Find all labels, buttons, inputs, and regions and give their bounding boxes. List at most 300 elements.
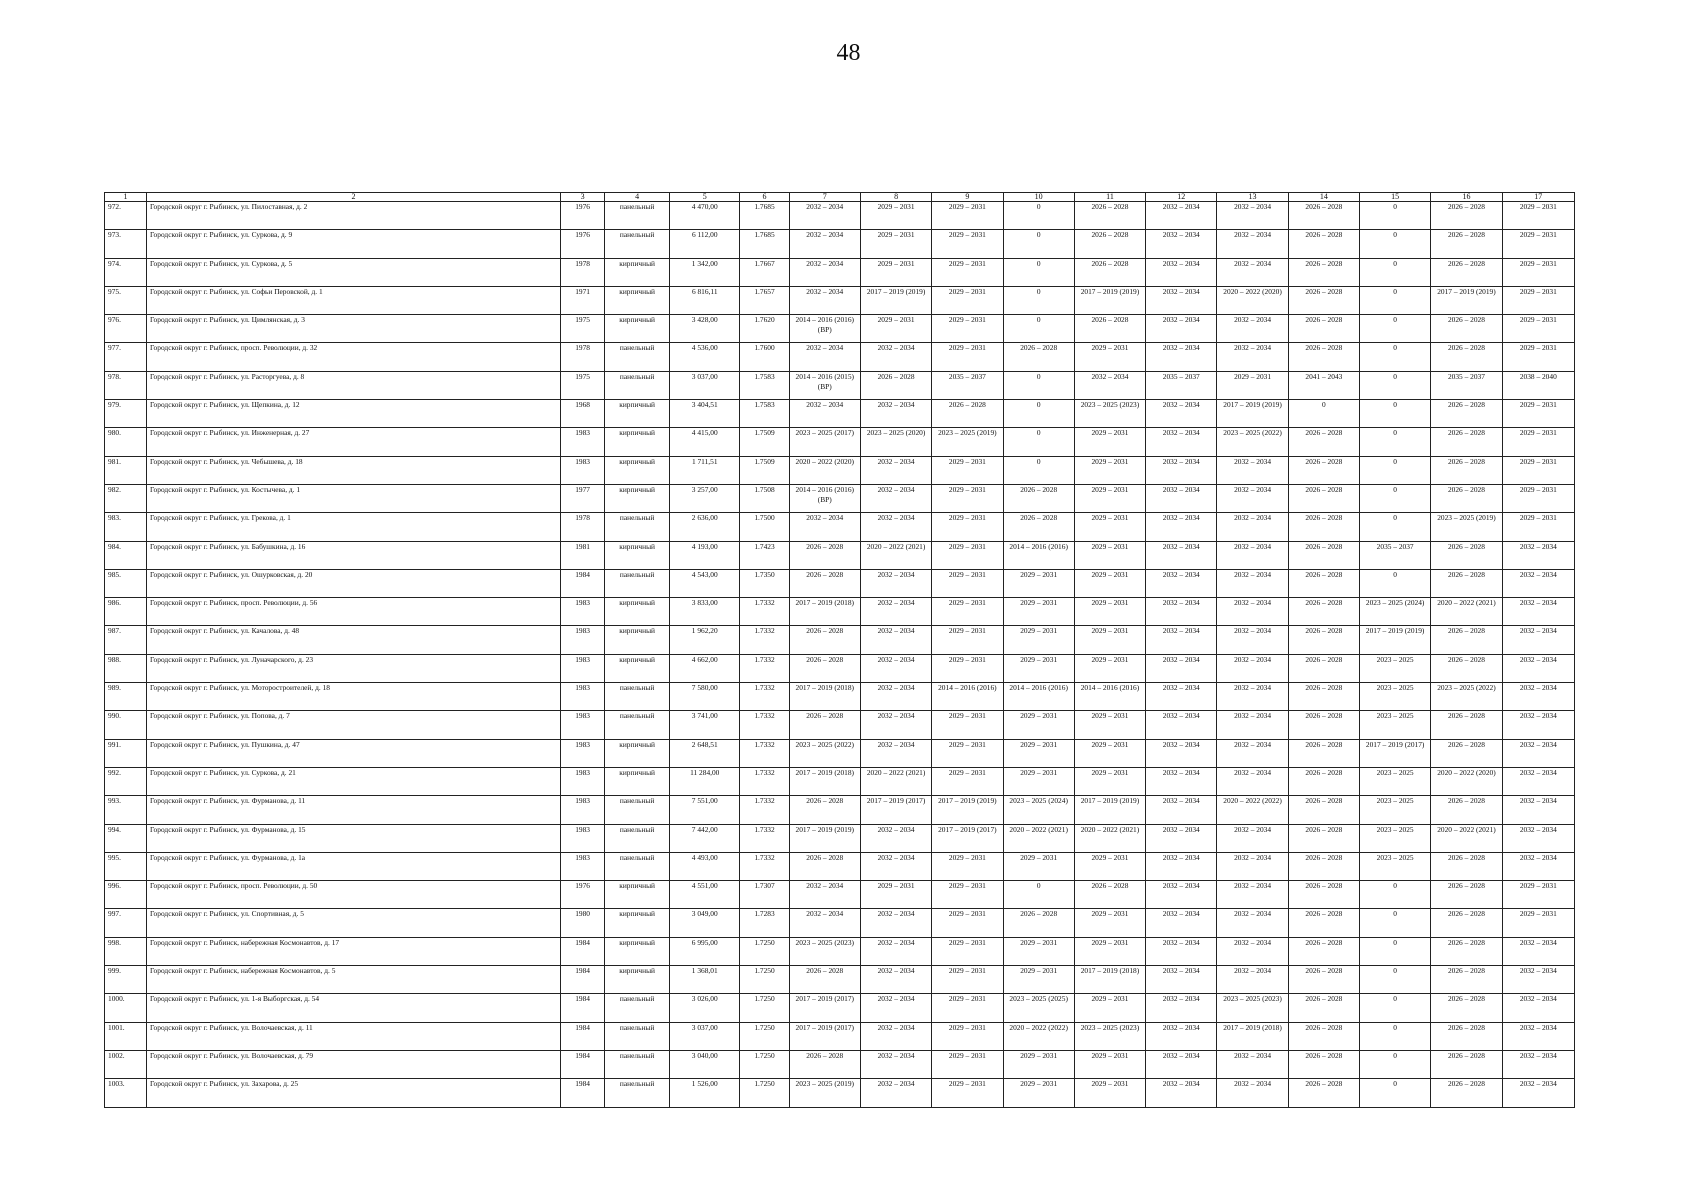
work-period-col15-cell: 0	[1360, 484, 1431, 512]
work-period-col11-cell: 2029 – 2031	[1074, 1079, 1145, 1107]
column-header-14: 14	[1288, 193, 1359, 202]
column-header-12: 12	[1146, 193, 1217, 202]
work-period-col13-cell: 2032 – 2034	[1217, 541, 1288, 569]
work-period-col17-cell: 2029 – 2031	[1502, 258, 1574, 286]
table-row	[105, 598, 1575, 626]
row-number-cell: 978.	[105, 371, 147, 399]
column-header-10: 10	[1003, 193, 1074, 202]
column-header-15: 15	[1360, 193, 1431, 202]
work-period-col8-cell: 2026 – 2028	[860, 371, 931, 399]
work-period-col9-cell: 2029 – 2031	[932, 1050, 1003, 1078]
work-period-col7-cell: 2032 – 2034	[789, 258, 860, 286]
work-period-col15-cell: 0	[1360, 371, 1431, 399]
wall-material-cell: кирпичный	[605, 428, 670, 456]
year-built-cell: 1975	[561, 315, 605, 343]
row-number-cell: 990.	[105, 711, 147, 739]
wall-material-cell: кирпичный	[605, 937, 670, 965]
work-period-col17-cell: 2038 – 2040	[1502, 371, 1574, 399]
row-number-cell: 987.	[105, 626, 147, 654]
work-period-col16-cell: 2020 – 2022 (2021)	[1431, 598, 1502, 626]
work-period-col8-cell: 2032 – 2034	[860, 824, 931, 852]
work-period-col16-cell: 2026 – 2028	[1431, 909, 1502, 937]
work-period-col15-cell: 0	[1360, 513, 1431, 541]
address-cell: Городской округ г. Рыбинск, ул. Щепкина, д. 12	[146, 400, 560, 428]
work-period-col17-cell: 2032 – 2034	[1502, 966, 1574, 994]
priority-index-cell: 1.7332	[740, 598, 789, 626]
work-period-col12-cell: 2032 – 2034	[1146, 230, 1217, 258]
area-cell: 6 112,00	[670, 230, 740, 258]
work-period-col7-cell: 2026 – 2028	[789, 711, 860, 739]
work-period-col15-cell: 0	[1360, 1022, 1431, 1050]
work-period-col12-cell: 2032 – 2034	[1146, 626, 1217, 654]
wall-material-cell: кирпичный	[605, 598, 670, 626]
work-period-col9-cell: 2029 – 2031	[932, 739, 1003, 767]
year-built-cell: 1983	[561, 626, 605, 654]
row-number-cell: 994.	[105, 824, 147, 852]
work-period-col13-cell: 2032 – 2034	[1217, 966, 1288, 994]
row-number-cell: 985.	[105, 569, 147, 597]
priority-index-cell: 1.7508	[740, 484, 789, 512]
row-number-cell: 1002.	[105, 1050, 147, 1078]
priority-index-cell: 1.7667	[740, 258, 789, 286]
work-period-col7-cell: 2026 – 2028	[789, 569, 860, 597]
address-cell: Городской округ г. Рыбинск, ул. Захарова, д. 25	[146, 1079, 560, 1107]
work-period-col12-cell: 2032 – 2034	[1146, 202, 1217, 230]
row-number-cell: 995.	[105, 852, 147, 880]
work-period-col12-cell: 2032 – 2034	[1146, 1022, 1217, 1050]
work-period-col15-cell: 0	[1360, 937, 1431, 965]
work-period-col11-cell: 2029 – 2031	[1074, 541, 1145, 569]
row-number-cell: 981.	[105, 456, 147, 484]
work-period-col9-cell: 2029 – 2031	[932, 1022, 1003, 1050]
table-row	[105, 513, 1575, 541]
work-period-col16-cell: 2020 – 2022 (2021)	[1431, 824, 1502, 852]
address-cell: Городской округ г. Рыбинск, ул. Инженерная, д. 27	[146, 428, 560, 456]
work-period-col12-cell: 2032 – 2034	[1146, 343, 1217, 371]
work-period-col10-cell: 2014 – 2016 (2016)	[1003, 541, 1074, 569]
work-period-col10-cell: 0	[1003, 202, 1074, 230]
work-period-col15-cell: 2023 – 2025	[1360, 824, 1431, 852]
work-period-col13-cell: 2032 – 2034	[1217, 202, 1288, 230]
year-built-cell: 1976	[561, 202, 605, 230]
year-built-cell: 1984	[561, 937, 605, 965]
year-built-cell: 1983	[561, 711, 605, 739]
work-period-col7-cell: 2026 – 2028	[789, 966, 860, 994]
work-period-col15-cell: 0	[1360, 343, 1431, 371]
work-period-col10-cell: 2026 – 2028	[1003, 343, 1074, 371]
work-period-col9-cell: 2029 – 2031	[932, 569, 1003, 597]
work-period-col7-cell: 2014 – 2016 (2016) (ВР)	[789, 484, 860, 512]
work-period-col12-cell: 2035 – 2037	[1146, 371, 1217, 399]
address-cell: Городской округ г. Рыбинск, просп. Революции, д. 32	[146, 343, 560, 371]
work-period-col8-cell: 2032 – 2034	[860, 909, 931, 937]
work-period-col12-cell: 2032 – 2034	[1146, 796, 1217, 824]
work-period-col8-cell: 2032 – 2034	[860, 343, 931, 371]
work-period-col11-cell: 2014 – 2016 (2016)	[1074, 683, 1145, 711]
work-period-col16-cell: 2026 – 2028	[1431, 456, 1502, 484]
work-period-col15-cell: 0	[1360, 1050, 1431, 1078]
row-number-cell: 992.	[105, 767, 147, 795]
work-period-col13-cell: 2032 – 2034	[1217, 767, 1288, 795]
work-period-col13-cell: 2032 – 2034	[1217, 230, 1288, 258]
table-row	[105, 456, 1575, 484]
work-period-col9-cell: 2035 – 2037	[932, 371, 1003, 399]
work-period-col9-cell: 2017 – 2019 (2019)	[932, 796, 1003, 824]
area-cell: 3 257,00	[670, 484, 740, 512]
address-cell: Городской округ г. Рыбинск, ул. Попова, д. 7	[146, 711, 560, 739]
address-cell: Городской округ г. Рыбинск, ул. Расторгуева, д. 8	[146, 371, 560, 399]
work-period-col7-cell: 2017 – 2019 (2018)	[789, 598, 860, 626]
priority-index-cell: 1.7583	[740, 371, 789, 399]
work-period-col11-cell: 2029 – 2031	[1074, 626, 1145, 654]
work-period-col14-cell: 2026 – 2028	[1288, 1022, 1359, 1050]
work-period-col14-cell: 2026 – 2028	[1288, 428, 1359, 456]
work-period-col9-cell: 2029 – 2031	[932, 711, 1003, 739]
work-period-col8-cell: 2032 – 2034	[860, 400, 931, 428]
work-period-col17-cell: 2032 – 2034	[1502, 739, 1574, 767]
work-period-col16-cell: 2026 – 2028	[1431, 852, 1502, 880]
work-period-col11-cell: 2020 – 2022 (2021)	[1074, 824, 1145, 852]
wall-material-cell: панельный	[605, 1022, 670, 1050]
work-period-col14-cell: 2026 – 2028	[1288, 1050, 1359, 1078]
work-period-col11-cell: 2026 – 2028	[1074, 202, 1145, 230]
work-period-col16-cell: 2026 – 2028	[1431, 1022, 1502, 1050]
work-period-col11-cell: 2029 – 2031	[1074, 484, 1145, 512]
work-period-col13-cell: 2032 – 2034	[1217, 881, 1288, 909]
priority-index-cell: 1.7620	[740, 315, 789, 343]
table-row	[105, 767, 1575, 795]
work-period-col13-cell: 2032 – 2034	[1217, 1050, 1288, 1078]
work-period-col8-cell: 2017 – 2019 (2019)	[860, 286, 931, 314]
area-cell: 7 580,00	[670, 683, 740, 711]
work-period-col13-cell: 2032 – 2034	[1217, 569, 1288, 597]
area-cell: 7 551,00	[670, 796, 740, 824]
work-period-col15-cell: 2023 – 2025	[1360, 711, 1431, 739]
work-period-col11-cell: 2017 – 2019 (2019)	[1074, 286, 1145, 314]
row-number-cell: 989.	[105, 683, 147, 711]
work-period-col16-cell: 2026 – 2028	[1431, 428, 1502, 456]
address-cell: Городской округ г. Рыбинск, ул. Цимлянская, д. 3	[146, 315, 560, 343]
wall-material-cell: кирпичный	[605, 966, 670, 994]
work-period-col15-cell: 2017 – 2019 (2017)	[1360, 739, 1431, 767]
table-row	[105, 1079, 1575, 1107]
work-period-col7-cell: 2026 – 2028	[789, 852, 860, 880]
work-period-col14-cell: 2026 – 2028	[1288, 796, 1359, 824]
wall-material-cell: панельный	[605, 371, 670, 399]
work-period-col9-cell: 2029 – 2031	[932, 513, 1003, 541]
work-period-col17-cell: 2032 – 2034	[1502, 1079, 1574, 1107]
wall-material-cell: кирпичный	[605, 739, 670, 767]
table-row	[105, 202, 1575, 230]
work-period-col12-cell: 2032 – 2034	[1146, 739, 1217, 767]
area-cell: 4 543,00	[670, 569, 740, 597]
work-period-col9-cell: 2017 – 2019 (2017)	[932, 824, 1003, 852]
row-number-cell: 973.	[105, 230, 147, 258]
row-number-cell: 986.	[105, 598, 147, 626]
work-period-col11-cell: 2023 – 2025 (2023)	[1074, 1022, 1145, 1050]
priority-index-cell: 1.7600	[740, 343, 789, 371]
year-built-cell: 1984	[561, 1022, 605, 1050]
work-period-col7-cell: 2017 – 2019 (2018)	[789, 767, 860, 795]
work-period-col8-cell: 2029 – 2031	[860, 258, 931, 286]
work-period-col13-cell: 2017 – 2019 (2019)	[1217, 400, 1288, 428]
work-period-col17-cell: 2032 – 2034	[1502, 711, 1574, 739]
work-period-col16-cell: 2026 – 2028	[1431, 400, 1502, 428]
year-built-cell: 1983	[561, 683, 605, 711]
work-period-col11-cell: 2026 – 2028	[1074, 230, 1145, 258]
work-period-col7-cell: 2017 – 2019 (2017)	[789, 1022, 860, 1050]
priority-index-cell: 1.7332	[740, 626, 789, 654]
work-period-col7-cell: 2026 – 2028	[789, 541, 860, 569]
work-period-col12-cell: 2032 – 2034	[1146, 767, 1217, 795]
table-row	[105, 1022, 1575, 1050]
year-built-cell: 1976	[561, 881, 605, 909]
work-period-col15-cell: 0	[1360, 202, 1431, 230]
work-period-col13-cell: 2017 – 2019 (2018)	[1217, 1022, 1288, 1050]
table-row	[105, 909, 1575, 937]
work-period-col13-cell: 2029 – 2031	[1217, 371, 1288, 399]
wall-material-cell: кирпичный	[605, 315, 670, 343]
work-period-col12-cell: 2032 – 2034	[1146, 258, 1217, 286]
area-cell: 4 193,00	[670, 541, 740, 569]
work-period-col8-cell: 2032 – 2034	[860, 683, 931, 711]
work-period-col14-cell: 2026 – 2028	[1288, 456, 1359, 484]
priority-index-cell: 1.7685	[740, 202, 789, 230]
work-period-col7-cell: 2032 – 2034	[789, 286, 860, 314]
work-period-col10-cell: 2029 – 2031	[1003, 966, 1074, 994]
work-period-col17-cell: 2029 – 2031	[1502, 456, 1574, 484]
column-header-17: 17	[1502, 193, 1574, 202]
work-period-col10-cell: 2029 – 2031	[1003, 852, 1074, 880]
work-period-col16-cell: 2020 – 2022 (2020)	[1431, 767, 1502, 795]
work-period-col9-cell: 2029 – 2031	[932, 994, 1003, 1022]
table-row	[105, 796, 1575, 824]
work-period-col12-cell: 2032 – 2034	[1146, 937, 1217, 965]
work-period-col15-cell: 0	[1360, 315, 1431, 343]
work-period-col17-cell: 2032 – 2034	[1502, 541, 1574, 569]
work-period-col11-cell: 2029 – 2031	[1074, 994, 1145, 1022]
wall-material-cell: кирпичный	[605, 767, 670, 795]
column-header-6: 6	[740, 193, 789, 202]
area-cell: 4 470,00	[670, 202, 740, 230]
work-period-col11-cell: 2029 – 2031	[1074, 767, 1145, 795]
area-cell: 4 662,00	[670, 654, 740, 682]
year-built-cell: 1983	[561, 598, 605, 626]
wall-material-cell: кирпичный	[605, 484, 670, 512]
work-period-col13-cell: 2032 – 2034	[1217, 909, 1288, 937]
year-built-cell: 1977	[561, 484, 605, 512]
work-period-col14-cell: 2026 – 2028	[1288, 881, 1359, 909]
work-period-col14-cell: 2026 – 2028	[1288, 994, 1359, 1022]
work-period-col8-cell: 2032 – 2034	[860, 994, 931, 1022]
address-cell: Городской округ г. Рыбинск, ул. Моторостроителей, д. 18	[146, 683, 560, 711]
address-cell: Городской округ г. Рыбинск, ул. Фурманова, д. 11	[146, 796, 560, 824]
row-number-cell: 1003.	[105, 1079, 147, 1107]
work-period-col16-cell: 2035 – 2037	[1431, 371, 1502, 399]
row-number-cell: 983.	[105, 513, 147, 541]
work-period-col12-cell: 2032 – 2034	[1146, 484, 1217, 512]
work-period-col14-cell: 2026 – 2028	[1288, 202, 1359, 230]
work-period-col8-cell: 2032 – 2034	[860, 456, 931, 484]
work-period-col13-cell: 2032 – 2034	[1217, 1079, 1288, 1107]
work-period-col7-cell: 2026 – 2028	[789, 1050, 860, 1078]
address-cell: Городской округ г. Рыбинск, ул. Суркова, д. 9	[146, 230, 560, 258]
work-period-col11-cell: 2026 – 2028	[1074, 258, 1145, 286]
year-built-cell: 1984	[561, 1079, 605, 1107]
work-period-col16-cell: 2026 – 2028	[1431, 484, 1502, 512]
work-period-col14-cell: 2026 – 2028	[1288, 230, 1359, 258]
work-period-col17-cell: 2032 – 2034	[1502, 626, 1574, 654]
year-built-cell: 1983	[561, 796, 605, 824]
area-cell: 1 962,20	[670, 626, 740, 654]
wall-material-cell: кирпичный	[605, 456, 670, 484]
wall-material-cell: панельный	[605, 994, 670, 1022]
wall-material-cell: панельный	[605, 230, 670, 258]
priority-index-cell: 1.7250	[740, 937, 789, 965]
priority-index-cell: 1.7509	[740, 456, 789, 484]
work-period-col8-cell: 2032 – 2034	[860, 484, 931, 512]
column-header-7: 7	[789, 193, 860, 202]
work-period-col7-cell: 2023 – 2025 (2019)	[789, 1079, 860, 1107]
work-period-col10-cell: 0	[1003, 286, 1074, 314]
work-period-col10-cell: 2020 – 2022 (2021)	[1003, 824, 1074, 852]
work-period-col13-cell: 2023 – 2025 (2023)	[1217, 994, 1288, 1022]
work-period-col15-cell: 0	[1360, 569, 1431, 597]
work-period-col8-cell: 2020 – 2022 (2021)	[860, 767, 931, 795]
work-period-col7-cell: 2032 – 2034	[789, 343, 860, 371]
area-cell: 4 551,00	[670, 881, 740, 909]
work-period-col9-cell: 2029 – 2031	[932, 343, 1003, 371]
address-cell: Городской округ г. Рыбинск, ул. Луначарского, д. 23	[146, 654, 560, 682]
work-period-col10-cell: 0	[1003, 456, 1074, 484]
priority-index-cell: 1.7657	[740, 286, 789, 314]
area-cell: 6 995,00	[670, 937, 740, 965]
work-period-col10-cell: 2026 – 2028	[1003, 909, 1074, 937]
work-period-col15-cell: 0	[1360, 966, 1431, 994]
work-period-col13-cell: 2032 – 2034	[1217, 937, 1288, 965]
work-period-col13-cell: 2032 – 2034	[1217, 626, 1288, 654]
area-cell: 1 526,00	[670, 1079, 740, 1107]
wall-material-cell: кирпичный	[605, 909, 670, 937]
work-period-col10-cell: 2029 – 2031	[1003, 569, 1074, 597]
area-cell: 3 040,00	[670, 1050, 740, 1078]
work-period-col10-cell: 0	[1003, 881, 1074, 909]
address-cell: Городской округ г. Рыбинск, набережная Космонавтов, д. 5	[146, 966, 560, 994]
work-period-col17-cell: 2032 – 2034	[1502, 654, 1574, 682]
work-period-col15-cell: 2023 – 2025 (2024)	[1360, 598, 1431, 626]
work-period-col14-cell: 2026 – 2028	[1288, 937, 1359, 965]
work-period-col15-cell: 0	[1360, 881, 1431, 909]
work-period-col9-cell: 2029 – 2031	[932, 767, 1003, 795]
row-number-cell: 975.	[105, 286, 147, 314]
priority-index-cell: 1.7332	[740, 739, 789, 767]
work-period-col8-cell: 2032 – 2034	[860, 852, 931, 880]
work-period-col16-cell: 2026 – 2028	[1431, 541, 1502, 569]
priority-index-cell: 1.7583	[740, 400, 789, 428]
work-period-col11-cell: 2029 – 2031	[1074, 456, 1145, 484]
work-period-col14-cell: 2026 – 2028	[1288, 683, 1359, 711]
work-period-col7-cell: 2014 – 2016 (2016) (ВР)	[789, 315, 860, 343]
work-period-col17-cell: 2029 – 2031	[1502, 343, 1574, 371]
year-built-cell: 1983	[561, 824, 605, 852]
work-period-col17-cell: 2032 – 2034	[1502, 852, 1574, 880]
address-cell: Городской округ г. Рыбинск, ул. Грекова, д. 1	[146, 513, 560, 541]
work-period-col17-cell: 2029 – 2031	[1502, 202, 1574, 230]
row-number-cell: 980.	[105, 428, 147, 456]
wall-material-cell: кирпичный	[605, 258, 670, 286]
work-period-col8-cell: 2032 – 2034	[860, 654, 931, 682]
work-period-col16-cell: 2026 – 2028	[1431, 739, 1502, 767]
priority-index-cell: 1.7350	[740, 569, 789, 597]
table-row	[105, 654, 1575, 682]
row-number-cell: 1001.	[105, 1022, 147, 1050]
work-period-col11-cell: 2029 – 2031	[1074, 428, 1145, 456]
table-row	[105, 852, 1575, 880]
work-period-col11-cell: 2029 – 2031	[1074, 1050, 1145, 1078]
wall-material-cell: панельный	[605, 513, 670, 541]
work-period-col12-cell: 2032 – 2034	[1146, 569, 1217, 597]
address-cell: Городской округ г. Рыбинск, ул. Пушкина, д. 47	[146, 739, 560, 767]
work-period-col9-cell: 2029 – 2031	[932, 456, 1003, 484]
work-period-col7-cell: 2023 – 2025 (2022)	[789, 739, 860, 767]
work-period-col14-cell: 2026 – 2028	[1288, 654, 1359, 682]
work-period-col11-cell: 2029 – 2031	[1074, 598, 1145, 626]
work-period-col11-cell: 2026 – 2028	[1074, 315, 1145, 343]
area-cell: 3 404,51	[670, 400, 740, 428]
work-period-col8-cell: 2032 – 2034	[860, 937, 931, 965]
work-period-col11-cell: 2029 – 2031	[1074, 937, 1145, 965]
work-period-col14-cell: 2041 – 2043	[1288, 371, 1359, 399]
work-period-col16-cell: 2026 – 2028	[1431, 315, 1502, 343]
priority-index-cell: 1.7307	[740, 881, 789, 909]
work-period-col17-cell: 2029 – 2031	[1502, 286, 1574, 314]
priority-index-cell: 1.7509	[740, 428, 789, 456]
area-cell: 3 833,00	[670, 598, 740, 626]
address-cell: Городской округ г. Рыбинск, просп. Революции, д. 50	[146, 881, 560, 909]
work-period-col17-cell: 2029 – 2031	[1502, 230, 1574, 258]
priority-index-cell: 1.7685	[740, 230, 789, 258]
work-period-col12-cell: 2032 – 2034	[1146, 711, 1217, 739]
area-cell: 3 026,00	[670, 994, 740, 1022]
area-cell: 2 636,00	[670, 513, 740, 541]
work-period-col17-cell: 2029 – 2031	[1502, 400, 1574, 428]
table-row	[105, 230, 1575, 258]
table-row	[105, 824, 1575, 852]
work-period-col14-cell: 2026 – 2028	[1288, 598, 1359, 626]
work-period-col17-cell: 2029 – 2031	[1502, 881, 1574, 909]
wall-material-cell: панельный	[605, 711, 670, 739]
table-row	[105, 711, 1575, 739]
table-header-row	[105, 193, 1575, 202]
row-number-cell: 997.	[105, 909, 147, 937]
work-period-col15-cell: 0	[1360, 994, 1431, 1022]
column-header-4: 4	[605, 193, 670, 202]
work-period-col10-cell: 2029 – 2031	[1003, 654, 1074, 682]
area-cell: 1 342,00	[670, 258, 740, 286]
area-cell: 4 536,00	[670, 343, 740, 371]
table-row	[105, 484, 1575, 512]
work-period-col15-cell: 0	[1360, 909, 1431, 937]
address-cell: Городской округ г. Рыбинск, ул. Суркова, д. 5	[146, 258, 560, 286]
year-built-cell: 1983	[561, 767, 605, 795]
work-period-col9-cell: 2029 – 2031	[932, 202, 1003, 230]
work-period-col16-cell: 2026 – 2028	[1431, 994, 1502, 1022]
work-period-col14-cell: 2026 – 2028	[1288, 852, 1359, 880]
work-period-col8-cell: 2029 – 2031	[860, 881, 931, 909]
work-period-col9-cell: 2026 – 2028	[932, 400, 1003, 428]
row-number-cell: 988.	[105, 654, 147, 682]
work-period-col12-cell: 2032 – 2034	[1146, 881, 1217, 909]
